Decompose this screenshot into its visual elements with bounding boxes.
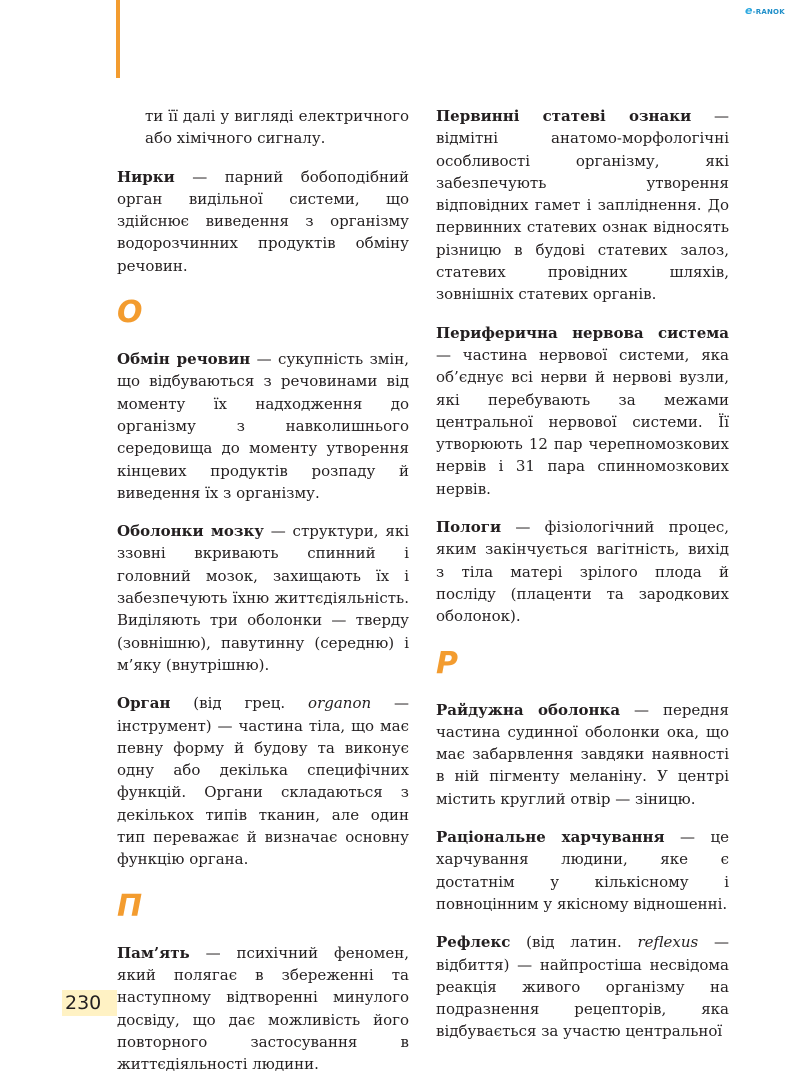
entry-peryferychna-nervova-systema: Периферична нервова система — частина нервової системи, яка об’єднує всі нерви й нервові вузли, які перебувають за межами центральної нервової системи. Її утворюють 12 пар черепномозкових нервів і 31 пара спинномозкових нервів. bbox=[436, 323, 729, 498]
latin-word: reflexus bbox=[637, 933, 699, 952]
entry-refleks: Рефлекс (від латин. reflexus — відбиття) — найпростіша несвідома реакція живого організму на подразнення рецепторів, яка відбувається за участю центральної bbox=[436, 933, 729, 1041]
entry-obolonky-mozku: Оболонки мозку — структури, які ззовні вкривають спинний і головний мозок, захищають їх і забезпечують їхню життєдіяльність. Виділяють три оболонки — тверду (зовнішню), павутинну (середню) і м’яку (внутрішню). bbox=[117, 522, 410, 674]
entry-ratsionalne-kharchuvannia: Раціональне харчування — це харчування людини, яке є достатнім у кількісному і повноцінним у якісному відношенні. bbox=[436, 828, 729, 913]
entry-pervynni-oznaky: Первинні статеві ознаки — відмітні анатомо-морфологічні особливості організму, які забезпечують утворення відповідних гамет і запліднення. До первинних статевих ознак відносять різницю в будові статевих залоз, статевих провідних шляхів, зовнішніх статевих органів. bbox=[436, 107, 729, 304]
term: Рефлекс bbox=[436, 933, 511, 952]
term: Пологи bbox=[436, 518, 502, 537]
left-column bbox=[117, 105, 409, 1091]
section-letter-r: Р bbox=[436, 645, 458, 681]
term: Периферична нервова система bbox=[436, 323, 729, 342]
term: Первинні статеві ознаки bbox=[436, 107, 692, 125]
term: Нирки bbox=[117, 167, 175, 186]
orange-margin-rule bbox=[116, 0, 120, 78]
page-number: 230 bbox=[62, 990, 117, 1016]
term: Оболонки мозку bbox=[117, 522, 264, 541]
section-letter-p: П bbox=[117, 888, 143, 924]
entry-pamiat: Пам’ять — психічний феномен, який полягає в збереженні та наступному відтворенні минулого досвіду, що дає можливість його повторного застосування в життєдіяльності людини. bbox=[117, 943, 409, 1074]
term: Пам’ять bbox=[117, 943, 190, 962]
entry-continuation: ти її далі у вигляді електричного або хімічного сигналу. bbox=[145, 107, 409, 148]
entry-organ: Орган (від грец. organon — інструмент) — частина тіла, що має певну форму й будову та виконує одну або декілька специфічних функцій. Органи складаються з декількох типів тканин, але один тип переважає й визначає основну функцію органа. bbox=[117, 694, 409, 869]
entry-raiduzhna-obolonka: Райдужна оболонка — передня частина судинної оболонки ока, що має забарвлення завдяки наявності в ній пігменту меланіну. У центрі містить круглий отвір — зіницю. bbox=[436, 700, 730, 808]
section-letter-o: О bbox=[117, 295, 143, 331]
entry-nyrky: Нирки — парний бобоподібний орган видільної системи, що здійснює виведення з організму водорозчинних продуктів обміну речовин. bbox=[117, 167, 409, 275]
publisher-logo: e-RANOK bbox=[745, 4, 785, 17]
term: Райдужна оболонка bbox=[436, 700, 621, 719]
right-column bbox=[436, 105, 729, 1059]
term: Обмін речовин bbox=[117, 350, 251, 369]
term: Орган bbox=[117, 694, 171, 713]
term: Раціональне харчування bbox=[436, 828, 665, 847]
latin-word: organon bbox=[308, 694, 372, 713]
entry-pology: Пологи — фізіологічний процес, яким закінчується вагітність, вихід з тіла матері зрілого плода й посліду (плаценти та зародкових оболонок). bbox=[436, 518, 729, 626]
entry-obmin-rechovyn: Обмін речовин — сукупність змін, що відбуваються з речовинами від моменту їх надходження до організму з навколишнього середовища до моменту утворення кінцевих продуктів розпаду й виведення їх з організму. bbox=[117, 350, 409, 502]
